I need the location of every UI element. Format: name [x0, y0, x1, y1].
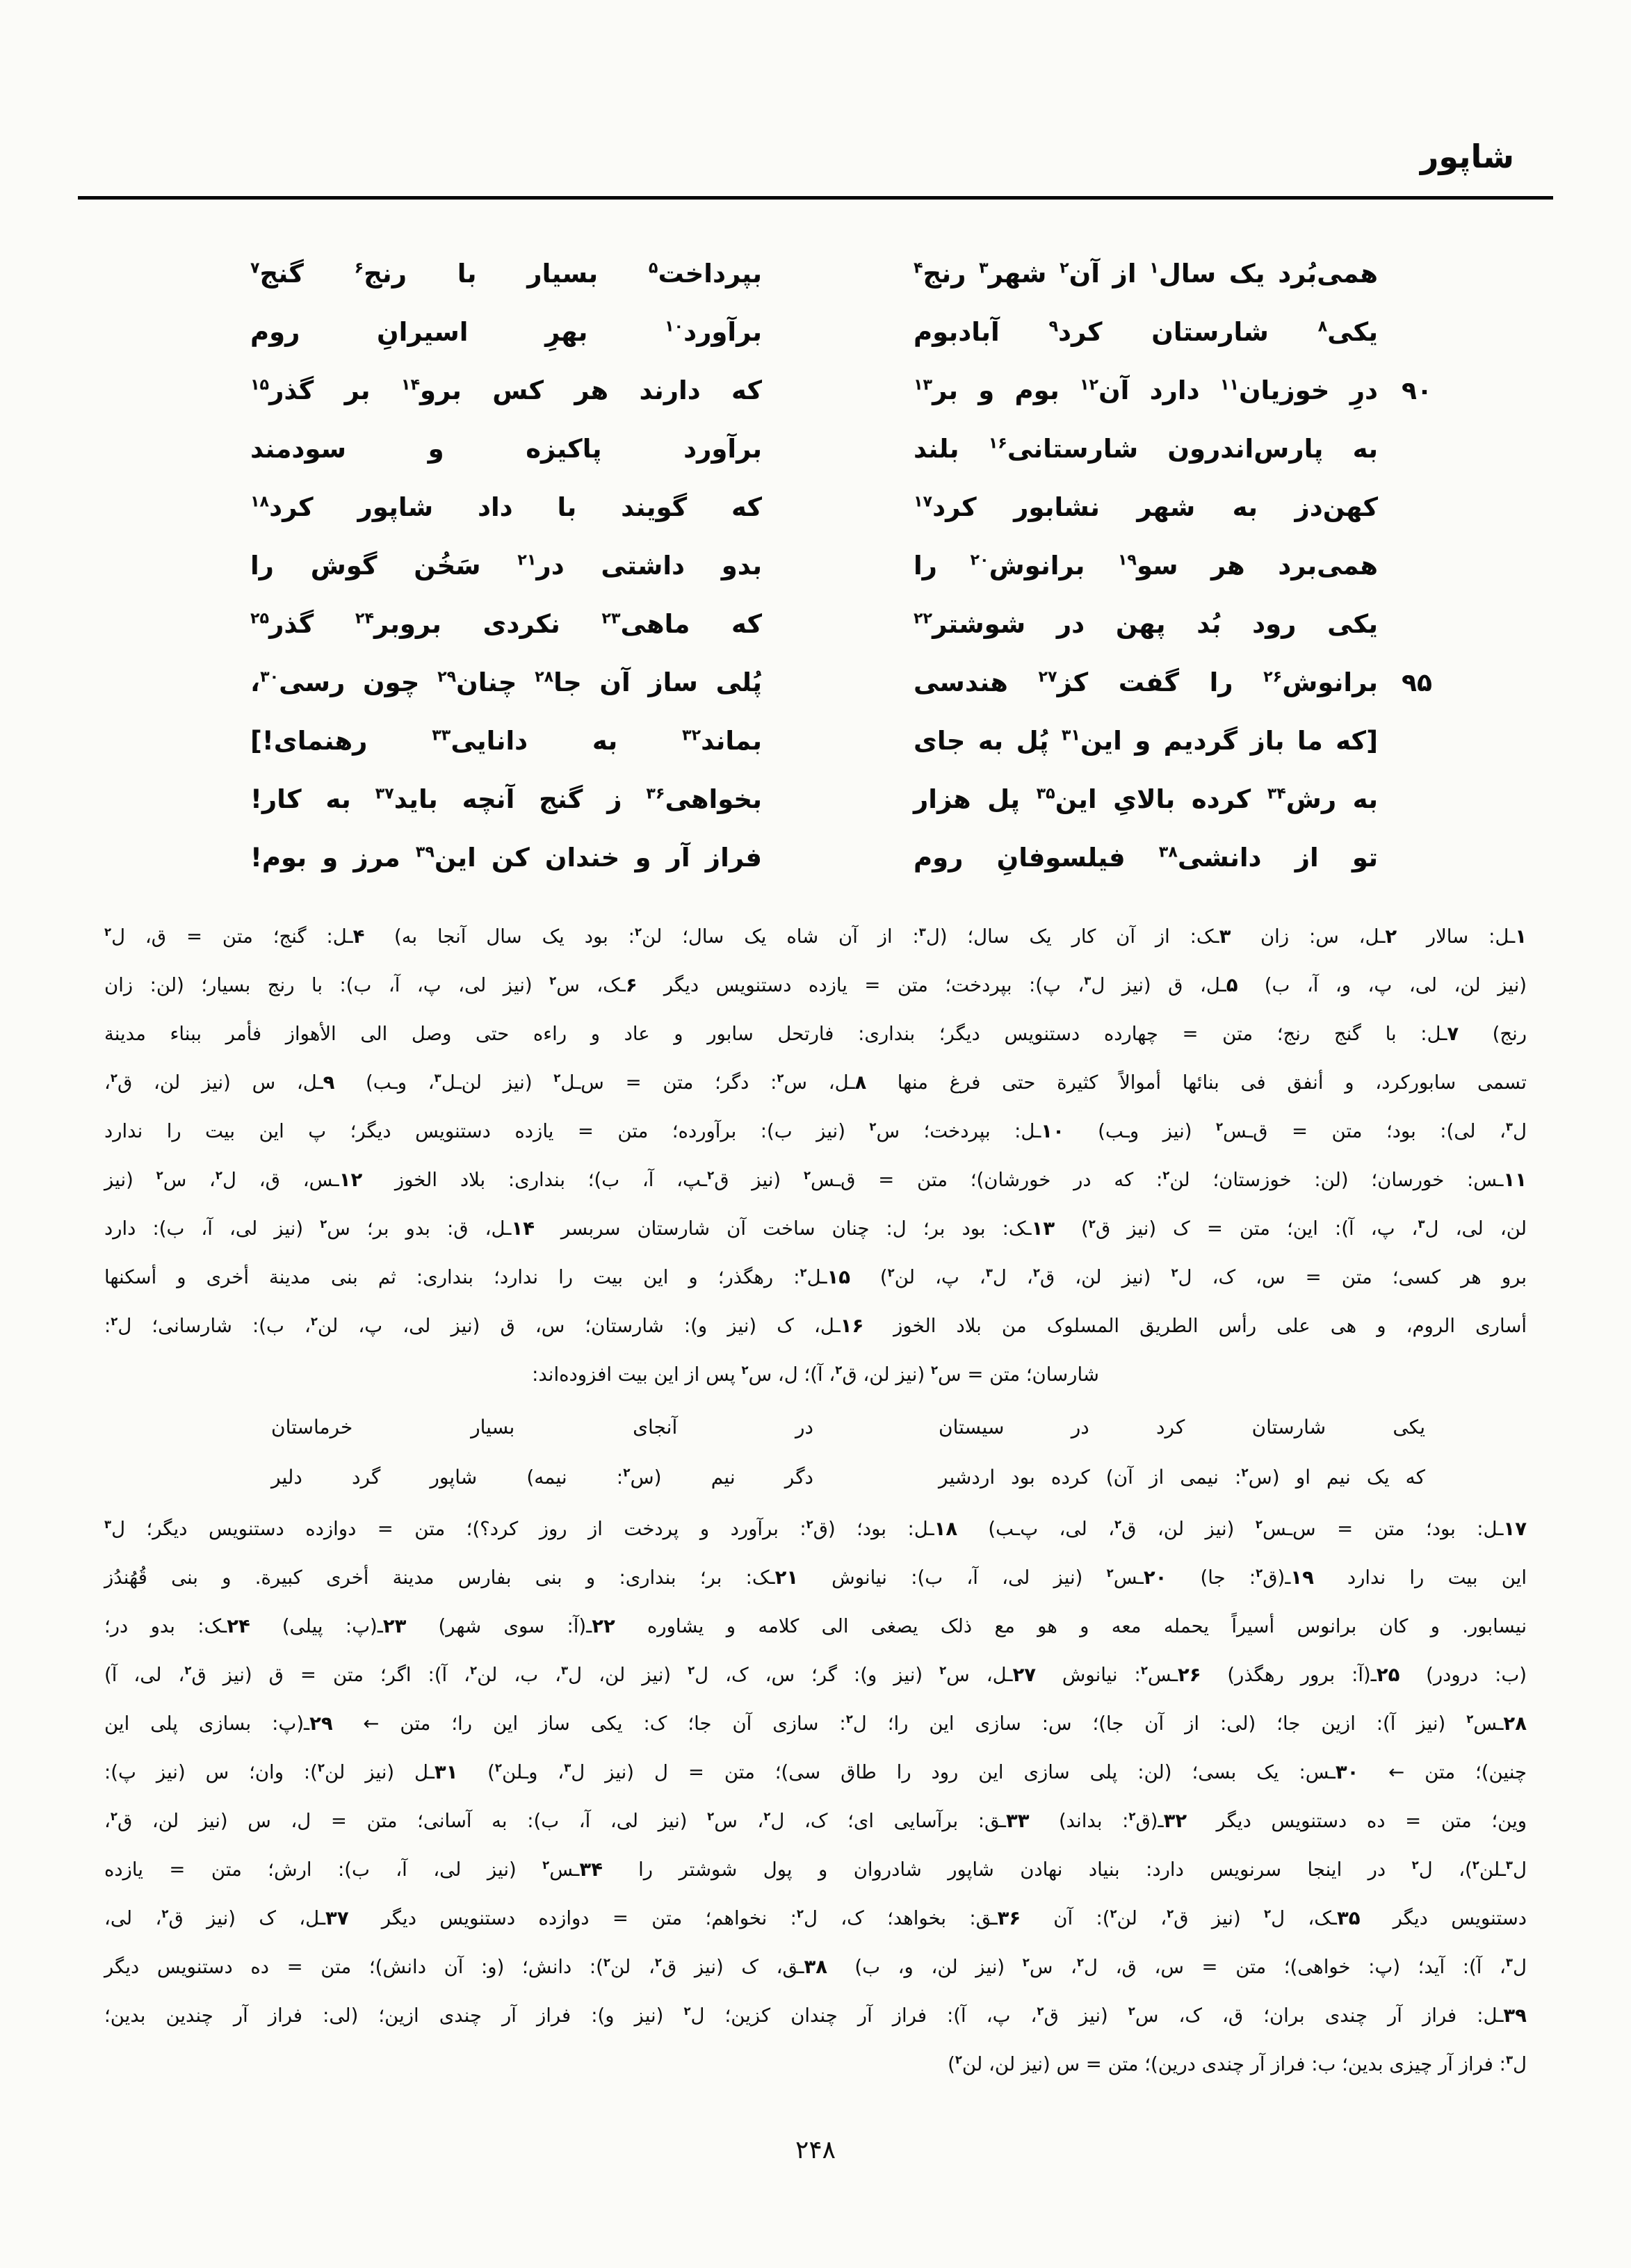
hemistich-first: یکی$^۸$ شارستان کرد$^۹$ آبادبوم	[914, 316, 1379, 347]
hemistich-first: درِ خوزیان$^{۱۱}$ دارد آن$^{۱۲}$ بوم و بر$^{۱۳}$	[914, 375, 1379, 405]
apparatus-line: وین؛ متن = ده دستنویس دیگر ۳۲ـ(ق$^۲$: بداند) ۳۳ـق: برآسایی ای؛ ک، ل$^۲$، س$^۲$ (نیز لی، آ، ب): به آسانی؛ متن = ل، س (نیز لن، ق$^۲$،	[104, 1809, 1527, 1832]
hemistich-first: به رش$^{۳۴}$ کرده بالایِ این$^{۳۵}$ پل هزار	[914, 784, 1378, 814]
critical-apparatus	[104, 912, 1527, 2089]
apparatus-line: ل$^۳$ـلن$^۲$)، ل$^۲$ در اینجا سرنویس دارد: بنیاد نهادن شاپور شادروان و پول شوشتر را ۳۴ـس$^۲$ (نیز لی، آ، ب): ارش؛ متن = یازده	[104, 1858, 1527, 1881]
page-number: ۲۴۸	[795, 2136, 836, 2164]
apparatus-line: ۱ـل: سالار ۲ـل، س: زان ۳ـک: از آن کار یک سال؛ (ل$^۳$: از آن شاه یک سال؛ لن$^۲$: بود یک سال آنجا به) ۴ـل: گنج؛ متن = ق، ل$^۲$	[104, 925, 1527, 948]
hemistich-second: فراز آر و خندان کن این$^{۳۹}$ مرز و بوم!	[250, 842, 762, 873]
hemistich-first: تو از دانشی$^{۳۸}$ فیلسوفانِ روم	[914, 842, 1378, 873]
apparatus-line: ل$^۳$، لی): بود؛ متن = ق‌ـس$^۲$ (نیز وـب) ۱۰ـل: بپردخت؛ س$^۲$ (نیز ب): برآورده؛ متن = یازده دستنویس دیگر؛ پ این بیت را ندارد	[104, 1119, 1527, 1142]
hemistich-second: که گویند با داد شاپور کرد$^{۱۸}$	[250, 492, 762, 522]
apparatus-line: نیسابور. و کان برانوس أسیراً یحمله معه و هو مع ذلک یصغی الی کلامه و یشاوره ۲۲ـ(آ: سوی شهر) ۲۳ـ(پ: پیلی) ۲۴ـک: بدو در؛	[104, 1615, 1527, 1637]
apparatus-line: (نیز لن، لی، پ، و، آ، ب) ۵ـل، ق (نیز ل$^۳$، پ): بپردخت؛ متن = یازده دستنویس دیگر ۶ـک، س$^۲$ (نیز لی، پ، آ، ب): با رنج بسیار؛ (لن: زان	[104, 973, 1527, 996]
apparatus-line: ل$^۳$، آ): آید؛ (پ: خواهی)؛ متن = س، ق، ل$^۲$، س$^۲$ (نیز لن، و، ب) ۳۸ـق، ک (نیز ق$^۲$، لن$^۲$): دانش؛ (و: آن دانش)؛ متن = ده دستنویس دیگر	[104, 1955, 1527, 1978]
hemistich-first: همی‌بُرد یک سال$^۱$ از آن$^۲$ شهر$^۳$ رنج$^۴$	[914, 258, 1378, 289]
hemistich-second: بپرداخت$^۵$ بسیار با رنج$^۶$ گنج$^۷$	[250, 258, 762, 289]
apparatus-line: لن، لی، ل$^۳$، پ، آ): این؛ متن = ک (نیز ق$^۲$) ۱۳ـک: بود بر؛ ل: چنان ساخت آن شارستان سربسر ۱۴ـل، ق: بدو بر؛ س$^۲$ (نیز لی، آ، ب): دارد	[104, 1217, 1527, 1240]
hemistich-first: به پارس‌اندرون شارستانی$^{۱۶}$ بلند	[914, 433, 1378, 464]
apparatus-line: تسمی سابورکرد، و أنفق فی بنائها أموالاً کثیرة حتی فرغ منها ۸ـل، س$^۲$: دگر؛ متن = س‌ـل$^۲$ (نیز لن‌ـل$^۳$، وـب) ۹ـل، س (نیز لن، ق$^۲$،	[104, 1071, 1527, 1094]
hemistich-second: بماند$^{۳۲}$ به دانایی$^{۳۳}$ رهنمای!]	[250, 725, 762, 756]
verse-row	[250, 595, 1432, 654]
inserted-hemistich-first: یکی شارستان کرد در سیستان	[939, 1415, 1425, 1439]
inserted-hemistich-second: در آنجای بسیار خرماستان	[271, 1415, 813, 1439]
hemistich-first: برانوش$^{۲۶}$ را گفت کز$^{۲۷}$ هندسی	[914, 667, 1378, 697]
verse-row	[250, 362, 1432, 420]
verse-number: ۹۵	[1402, 668, 1432, 697]
verse-row	[250, 770, 1432, 829]
verse-row	[250, 303, 1432, 362]
apparatus-line: چنین)؛ متن ← ۳۰ـس: یک بسی؛ (لن: پلی سازی این رود را طاق سی)؛ متن = ل (نیز ل$^۳$، وـلن$^۲$) ۳۱ـل (نیز لن$^۲$): وان؛ س (نیز پ):	[104, 1760, 1527, 1783]
apparatus-line: أساری الروم، و هی علی رأس الطریق المسلوک من بلاد الخوز ۱۶ـل، ک (نیز و): شارستان؛ س، ق (نیز لی، پ، لن$^۲$، ب): شارسانی؛ ل$^۲$:	[104, 1314, 1527, 1337]
apparatus-line: ۲۸ـس$^۲$ (نیز آ): ازین جا؛ (لی: از آن جا)؛ س: سازی این را؛ ل$^۲$: سازی آن جا؛ ک: یکی ساز این را؛ متن ← ۲۹ـ(پ: بسازی پلی این	[104, 1712, 1527, 1735]
hemistich-second: برآورد پاکیزه و سودمند	[250, 433, 762, 464]
hemistich-second: بدو داشتی در$^{۲۱}$ سَخُن گوش را	[250, 550, 762, 581]
hemistich-first: همی‌برد هر سو$^{۱۹}$ برانوش$^{۲۰}$ را	[914, 550, 1378, 581]
hemistich-first: [که ما باز گردیم و این$^{۳۱}$ پُل به جای	[914, 725, 1378, 756]
inserted-verse-row	[271, 1452, 1425, 1502]
verse-row	[250, 712, 1432, 770]
apparatus-line: ۱۷ـل: بود؛ متن = س‌ـس$^۲$ (نیز لن، ق$^۲$، لی، پ‌ـب) ۱۸ـل: بود؛ (ق$^۲$: برآورد و پردخت از روز کرد؟)؛ متن = دوازده دستنویس دیگر؛ ل$^۳$	[104, 1517, 1527, 1540]
poem-section	[250, 245, 1432, 887]
apparatus-line: دستنویس دیگر ۳۵ـک، ل$^۲$ (نیز ق$^۲$، لن$^۲$): آن ۳۶ـق: بخواهد؛ ک، ل$^۲$: نخواهم؛ متن = دوازده دستنویس دیگر ۳۷ـل، ک (نیز ق$^۲$، لی،	[104, 1906, 1527, 1929]
apparatus-line: شارسان؛ متن = س$^۲$ (نیز لن، ق$^۲$، آ)؛ ل، س$^۲$ پس از این بیت افزوده‌اند:	[532, 1363, 1099, 1386]
hemistich-first: کهن‌دز به شهر نشابور کرد$^{۱۷}$	[914, 492, 1378, 522]
header-rule	[78, 196, 1553, 200]
apparatus-line: ۳۹ـل: فراز آر چندی بران؛ ق، ک، س$^۲$ (نیز ق$^۲$، پ، آ): فراز آر چندان کزین؛ ل$^۲$ (نیز و): فراز آر چندی ازین؛ (لی: فراز آر چندین بدین؛	[104, 2004, 1527, 2027]
apparatus-line: (ب: درودر) ۲۵ـ(آ: برور رهگذر) ۲۶ـس$^۲$: نیانوش ۲۷ـل، س$^۲$ (نیز و): گر؛ س، ک، ل$^۲$ (نیز لن، ل$^۳$، ب، لن$^۲$، آ): اگر؛ متن = ق (نیز ق$^۲$، لی، آ)	[104, 1663, 1527, 1686]
apparatus-line: برو هر کسی؛ متن = س، ک، ل$^۲$ (نیز لن، ق$^۲$، ل$^۳$، پ، لن$^۲$) ۱۵ـل$^۲$: رهگذر؛ و این بیت را ندارد؛ بنداری: ثم بنی مدینة أخری و أسکنها	[104, 1265, 1527, 1288]
hemistich-second: برآورد$^{۱۰}$ بهرِ اسیرانِ روم	[250, 316, 762, 347]
verse-row	[250, 829, 1432, 887]
apparatus-line: این بیت را ندارد ۱۹ـ(ق$^۲$: جا) ۲۰ـس$^۲$ (نیز لی، آ، ب): نیانوش ۲۱ـک: بر؛ بنداری: و بنی بفارس مدینة أخری کبیرة. و بنی قُهُندُز	[104, 1566, 1527, 1589]
hemistich-second: بخواهی$^{۳۶}$ ز گنج آنچه باید$^{۳۷}$ به کار!	[250, 784, 762, 814]
inserted-hemistich-first: که یک نیم او (س$^۲$: نیمی از آن) کرده بود اردشیر	[939, 1465, 1425, 1489]
hemistich-second: که دارند هر کس برو$^{۱۴}$ بر گذر$^{۱۵}$	[250, 375, 762, 405]
hemistich-second: که ماهی$^{۲۳}$ نکردی بروبر$^{۲۴}$ گذر$^{۲۵}$	[250, 608, 762, 639]
apparatus-line: رنج) ۷ـل: با گنج رنج؛ متن = چهارده دستنویس دیگر؛ بنداری: فارتحل سابور و عاد و راءه حتی وصل الی الأهواز فأمر ببناء مدینة	[104, 1023, 1527, 1045]
inserted-hemistich-second: دگر نیم (س$^۲$: نیمه) شاپور گرد دلیر	[271, 1465, 813, 1489]
apparatus-line: ۱۱ـس: خورسان؛ (لن: خوزستان؛ لن$^۲$: که در خورشان)؛ متن = ق‌ـس$^۲$ (نیز ق$^۲$ـپ، آ، ب)؛ بنداری: بلاد الخوز ۱۲ـس، ق، ل$^۲$، س$^۲$ (نیز	[104, 1168, 1527, 1191]
verse-number: ۹۰	[1402, 376, 1432, 405]
verse-row	[250, 245, 1432, 303]
inserted-verse	[271, 1399, 1425, 1505]
running-head-title: شاپور	[1420, 138, 1514, 175]
apparatus-line: ل$^۳$: فراز آر چیزی بدین؛ ب: فراز آر چندی درین)؛ متن = س (نیز لن، لن$^۲$)	[948, 2052, 1527, 2075]
hemistich-second: پُلی ساز آن جا$^{۲۸}$ چنان$^{۲۹}$ چون رسی$^{۳۰}$،	[250, 667, 763, 697]
verse-row	[250, 654, 1432, 712]
hemistich-first: یکی رود بُد پهن در شوشتر$^{۲۲}$	[914, 608, 1378, 639]
inserted-verse-row	[271, 1402, 1425, 1452]
verse-row	[250, 478, 1432, 537]
verse-row	[250, 537, 1432, 595]
verse-row	[250, 420, 1432, 478]
